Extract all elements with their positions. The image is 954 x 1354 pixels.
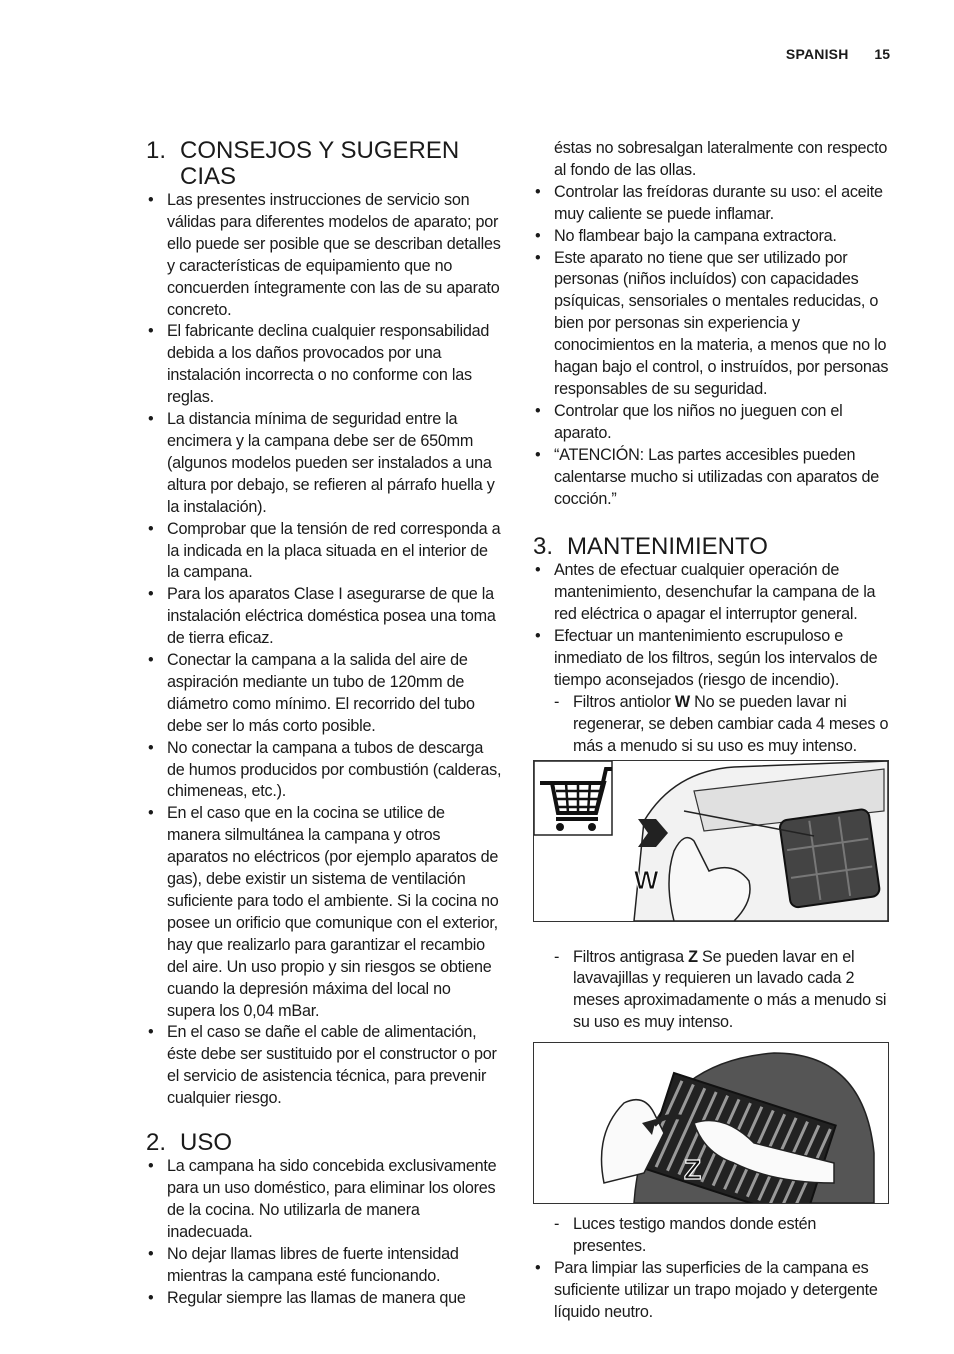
- lights-item: - Luces testigo mandos donde estén presentes.: [533, 1214, 889, 1258]
- section-title: CONSEJOS Y SUGEREN CIAS: [180, 137, 460, 190]
- section-number: 1.: [146, 137, 167, 164]
- list-item: • Antes de efectuar cualquier operación de mantenimiento, desenchufar la campana de la red eléctrica o apagar el interruptor general.: [533, 560, 889, 626]
- section-title: MANTENIMIENTO: [567, 533, 768, 561]
- list-item: • No conectar la campana a tubos de descarga de humos producidos por combustión (calderas, chimeneas, etc.).: [146, 738, 502, 804]
- section-2-heading: [146, 1130, 502, 1156]
- section-2-list-continued: [533, 182, 889, 511]
- list-item: • Comprobar que la tensión de red corresponda a la indicada en la placa situada en el interior de la campana.: [146, 519, 502, 585]
- section-number: 2.: [146, 1129, 167, 1157]
- list-item: • Controlar que los niños no jueguen con el aparato.: [533, 401, 889, 445]
- figure-label-w: W: [634, 864, 659, 895]
- list-item: • La distancia mínima de seguridad entre la encimera y la campana debe ser de 650mm (algunos modelos pueden ser instalados a una altura por debajo, se refieren al párrafo huella y la instalación).: [146, 409, 502, 519]
- left-column: [146, 138, 502, 1309]
- list-item: • En el caso que en la cocina se utilice de manera silmultánea la campana y otros aparatos no eléctricos (por ejemplo aparatos de gas), debe existir un sistema de ventilación suficiente para todo el ambiente. Si la cocina no posee un orificio que comunique con el exterior, hay que realizarlo para garantizar el recambio del aire. Un uso propio y sin riesgos se obtiene cuando la depresión máxima del local no supera los 0,04 mBar.: [146, 803, 502, 1022]
- list-item: • Controlar las freídoras durante su uso: el aceite muy caliente se puede inflamar.: [533, 182, 889, 226]
- list-item: • No flambear bajo la campana extractora.: [533, 226, 889, 248]
- list-item: • “ATENCIÓN: Las partes accesibles pueden calentarse mucho si utilizadas con aparatos de cocción.”: [533, 445, 889, 511]
- section-title: USO: [180, 1129, 233, 1157]
- list-item: • Las presentes instrucciones de servicio son válidas para diferentes modelos de aparato; por ello puede ser posible que se describan detalles y características de equipamiento que no concuerden íntegramente con las de su aparato concreto.: [146, 190, 502, 321]
- section-1-heading: [146, 138, 502, 190]
- section-2-list: [146, 1156, 502, 1309]
- list-item: • Regular siempre las llamas de manera que: [146, 1288, 502, 1310]
- list-item: • En el caso se dañe el cable de alimentación, éste debe ser sustituido por el constructor o por el servicio de asistencia técnica, para prevenir cualquier riesgo.: [146, 1022, 502, 1110]
- page-header: [786, 46, 890, 62]
- page-number: 15: [874, 46, 890, 62]
- list-item: • No dejar llamas libres de fuerte intensidad mientras la campana esté funcionando.: [146, 1244, 502, 1288]
- section-3-list: [533, 560, 889, 691]
- figure-charcoal-filter: [533, 760, 889, 922]
- section-3-final-list: [533, 1258, 889, 1324]
- list-item-continuation: éstas no sobresalgan lateralmente con respecto al fondo de las ollas.: [554, 139, 888, 179]
- section-1-list: [146, 190, 502, 1110]
- list-item: • Para los aparatos Clase I asegurarse de que la instalación eléctrica doméstica posea una toma de tierra eficaz.: [146, 584, 502, 650]
- filter-w-item: - Filtros antiolor W No se pueden lavar ni regenerar, se deben cambiar cada 4 meses o más a menudo si su uso es muy intenso.: [533, 692, 889, 758]
- figure-label-z: Z: [684, 1154, 702, 1186]
- list-item: • Este aparato no tiene que ser utilizado por personas (niños incluídos) con capacidades psíquicas, sensoriales o mentales reducidas, o bien por personas sin experiencia y conocimientos en la materia, a menos que no lo hagan bajo el control, o instruídos, por personas responsables de su seguridad.: [533, 248, 889, 401]
- list-item: • Para limpiar las superficies de la campana es suficiente utilizar un trapo mojado y detergente líquido neutro.: [533, 1258, 889, 1324]
- right-column: [533, 138, 889, 1324]
- section-3-heading: [533, 534, 889, 560]
- language-label: SPANISH: [785, 46, 849, 62]
- list-item: • Conectar la campana a la salida del aire de aspiración mediante un tubo de 120mm de diámetro como mínimo. El recorrido del tubo debe ser lo más corto posible.: [146, 650, 502, 738]
- figure-grease-filter: [533, 1042, 889, 1204]
- section-number: 3.: [533, 533, 554, 561]
- filter-z-item: - Filtros antigrasa Z Se pueden lavar en el lavavajillas y requieren un lavado cada 2 meses aproximadamente o más a menudo si su uso es muy intenso.: [533, 947, 889, 1035]
- list-item: • La campana ha sido concebida exclusivamente para un uso doméstico, para eliminar los olores de la cocina. No utilizarla de manera inadecuada.: [146, 1156, 502, 1244]
- list-item: • El fabricante declina cualquier responsabilidad debida a los daños provocados por una instalación incorrecta o no conforme con las reglas.: [146, 321, 502, 409]
- list-item: • Efectuar un mantenimiento escrupuloso e inmediato de los filtros, según los intervalos de tiempo aconsejados (riesgo de incendio).: [533, 626, 889, 692]
